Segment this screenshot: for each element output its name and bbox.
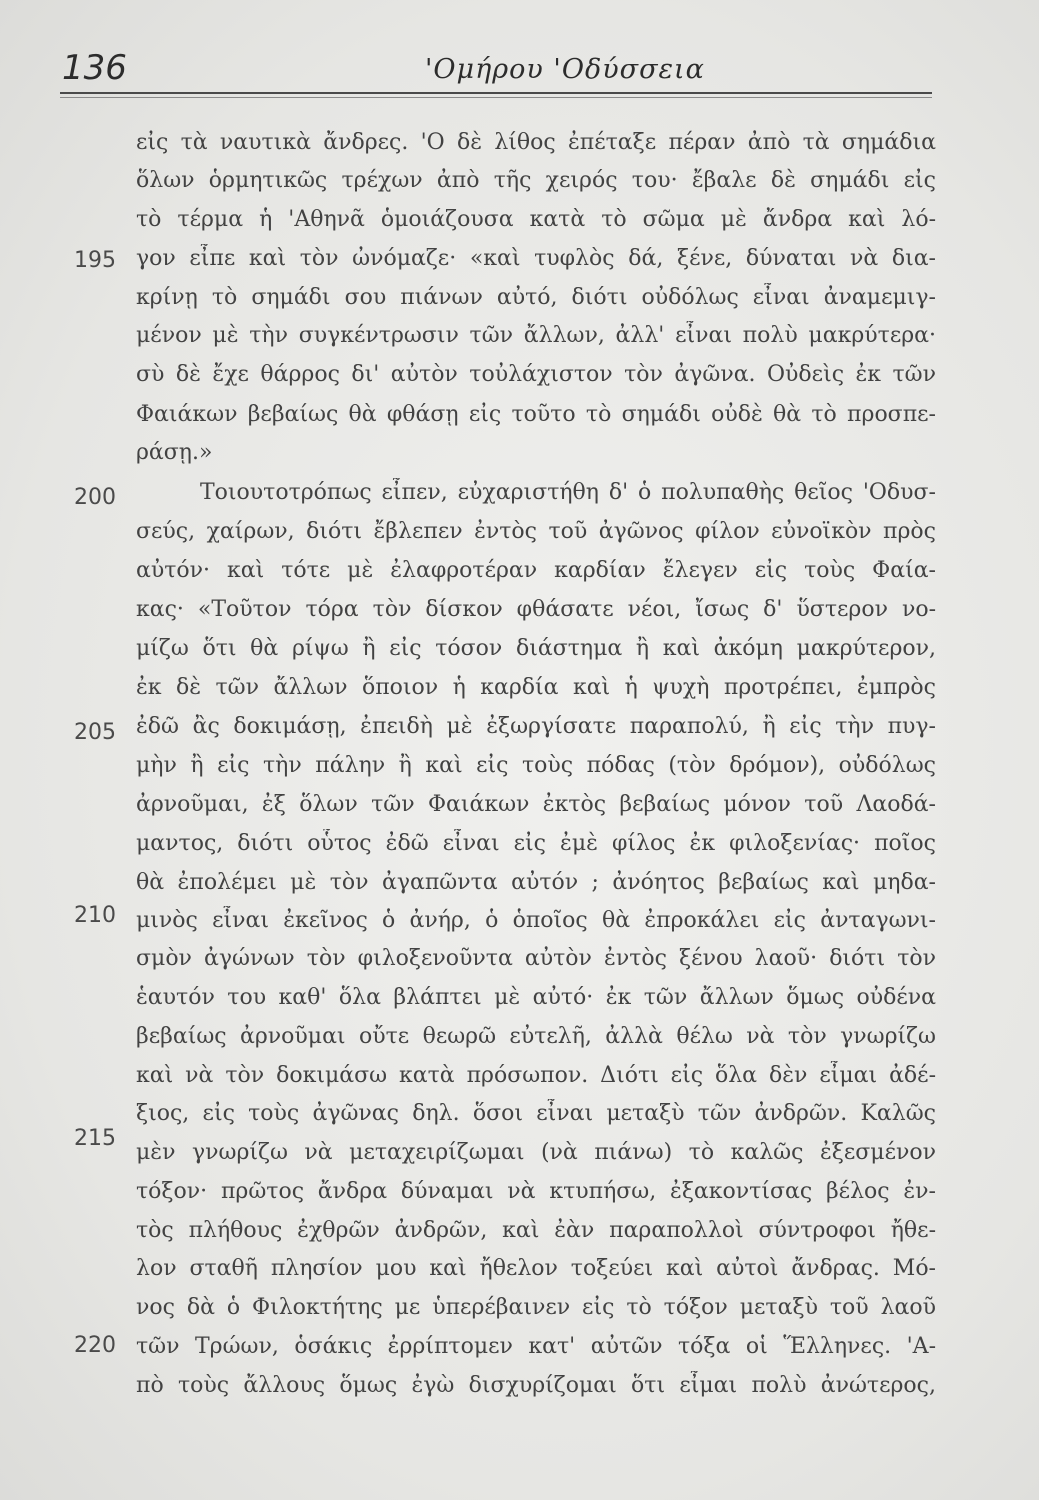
text-line: ἐκ δὲ τῶν ἄλλων ὅποιον ἡ καρδία καὶ ἡ ψυχὴ προτρέπει, ἐμπρὸς [136, 675, 936, 700]
text-line: σεύς, χαίρων, διότι ἔβλεπεν ἐντὸς τοῦ ἀγῶνος φίλον εὐνοϊκὸν πρὸς [136, 519, 936, 544]
header-rule-thin [60, 97, 932, 98]
line-number: 205 [74, 720, 116, 745]
text-line: κρίνῃ τὸ σημάδι σου πιάνων αὐτό, διότι οὐδόλως εἶναι ἀναμεμιγ- [136, 285, 936, 310]
text-line: μαντος, διότι οὗτος ἐδῶ εἶναι εἰς ἐμὲ φίλος ἐκ φιλοξενίας· ποῖος [136, 831, 936, 856]
text-line: μὲν γνωρίζω νὰ μεταχειρίζωμαι (νὰ πιάνω) τὸ καλῶς ἐξεσμένον [136, 1140, 936, 1165]
text-line: μίζω ὅτι θὰ ρίψω ἢ εἰς τόσον διάστημα ἢ καὶ ἀκόμη μακρύτερον, [136, 636, 936, 661]
text-line: μινὸς εἶναι ἐκεῖνος ὁ ἀνήρ, ὁ ὁποῖος θὰ ἐπροκάλει εἰς ἀνταγωνι- [136, 908, 936, 933]
text-line: γον εἶπε καὶ τὸν ὠνόμαζε· «καὶ τυφλὸς δά, ξένε, δύναται νὰ δια- [136, 246, 936, 271]
text-line: σμὸν ἀγώνων τὸν φιλοξενοῦντα αὐτὸν ἐντὸς ξένου λαοῦ· διότι τὸν [136, 946, 936, 971]
text-line: νος δὰ ὁ Φιλοκτήτης με ὑπερέβαινεν εἰς τὸ τόξον μεταξὺ τοῦ λαοῦ [136, 1295, 936, 1320]
text-line: κας· «Τοῦτον τόρα τὸν δίσκον φθάσατε νέοι, ἴσως δ' ὕστερον νο- [136, 597, 936, 622]
text-line: σὺ δὲ ἔχε θάρρος δι' αὐτὸν τοὐλάχιστον τὸν ἀγῶνα. Οὐδεὶς ἐκ τῶν [136, 362, 936, 387]
text-line: τῶν Τρώων, ὁσάκις ἐρρίπτομεν κατ' αὐτῶν τόξα οἱ Ἕλληνες. 'Α- [136, 1334, 936, 1359]
text-line: μένον μὲ τὴν συγκέντρωσιν τῶν ἄλλων, ἀλλ' εἶναι πολὺ μακρύτερα· [136, 323, 936, 348]
text-line: θὰ ἐπολέμει μὲ τὸν ἀγαπῶντα αὐτόν ; ἀνόητος βεβαίως καὶ μηδα- [136, 870, 936, 895]
text-line: ξιος, εἰς τοὺς ἀγῶνας δηλ. ὅσοι εἶναι μεταξὺ τῶν ἀνδρῶν. Καλῶς [136, 1101, 936, 1126]
text-line: τὸς πλήθους ἐχθρῶν ἀνδρῶν, καὶ ἐὰν παραπολλοὶ σύντροφοι ἤθε- [136, 1218, 936, 1243]
text-line: εἰς τὰ ναυτικὰ ἄνδρες. 'Ο δὲ λίθος ἐπέταξε πέραν ἀπὸ τὰ σημάδια [136, 130, 936, 155]
text-line: αὐτόν· καὶ τότε μὲ ἐλαφροτέραν καρδίαν ἔλεγεν εἰς τοὺς Φαία- [136, 558, 936, 583]
header-rule [60, 92, 932, 94]
text-line: λον σταθῆ πλησίον μου καὶ ἤθελον τοξεύει καὶ αὐτοὶ ἄνδρας. Μό- [136, 1256, 936, 1281]
text-line: ἑαυτόν του καθ' ὅλα βλάπτει μὲ αὐτό· ἐκ τῶν ἄλλων ὅμως οὐδένα [136, 985, 936, 1010]
line-number: 200 [74, 485, 116, 510]
text-line: πὸ τοὺς ἄλλους ὅμως ἐγὼ δισχυρίζομαι ὅτι εἶμαι πολὺ ἀνώτερος, [136, 1373, 936, 1398]
text-line: Τοιουτοτρόπως εἶπεν, εὐχαριστήθη δ' ὁ πολυπαθὴς θεῖος 'Οδυσ- [200, 480, 936, 505]
line-number: 220 [74, 1333, 116, 1358]
text-line: ράσῃ.» [136, 440, 213, 465]
text-line: ὅλων ὁρμητικῶς τρέχων ἀπὸ τῆς χειρός του· ἔβαλε δὲ σημάδι εἰς [136, 168, 936, 193]
text-line: τόξον· πρῶτος ἄνδρα δύναμαι νὰ κτυπήσω, ἐξακοντίσας βέλος ἐν- [136, 1179, 936, 1204]
line-number: 210 [74, 903, 116, 928]
text-line: Φαιάκων βεβαίως θὰ φθάσῃ εἰς τοῦτο τὸ σημάδι οὐδὲ θὰ τὸ προσπε- [136, 402, 936, 427]
text-line: βεβαίως ἀρνοῦμαι οὔτε θεωρῶ εὐτελῆ, ἀλλὰ θέλω νὰ τὸν γνωρίζω [136, 1024, 936, 1049]
text-line: μὴν ἢ εἰς τὴν πάλην ἢ καὶ εἰς τοὺς πόδας (τὸν δρόμον), οὐδόλως [136, 753, 936, 778]
text-line: τὸ τέρμα ἡ 'Αθηνᾶ ὁμοιάζουσα κατὰ τὸ σῶμα μὲ ἄνδρα καὶ λό- [136, 207, 936, 232]
line-number: 215 [74, 1126, 116, 1151]
running-title: 'Ομήρου 'Οδύσσεια [425, 54, 705, 85]
text-line: ἐδῶ ἂς δοκιμάσῃ, ἐπειδὴ μὲ ἐξωργίσατε παραπολύ, ἢ εἰς τὴν πυγ- [136, 714, 936, 739]
line-number: 195 [74, 248, 116, 273]
page-number: 136 [62, 48, 127, 88]
text-line: ἀρνοῦμαι, ἐξ ὅλων τῶν Φαιάκων ἐκτὸς βεβαίως μόνον τοῦ Λαοδά- [136, 792, 936, 817]
text-line: καὶ νὰ τὸν δοκιμάσω κατὰ πρόσωπον. Διότι εἰς ὅλα δὲν εἶμαι ἀδέ- [136, 1063, 936, 1088]
